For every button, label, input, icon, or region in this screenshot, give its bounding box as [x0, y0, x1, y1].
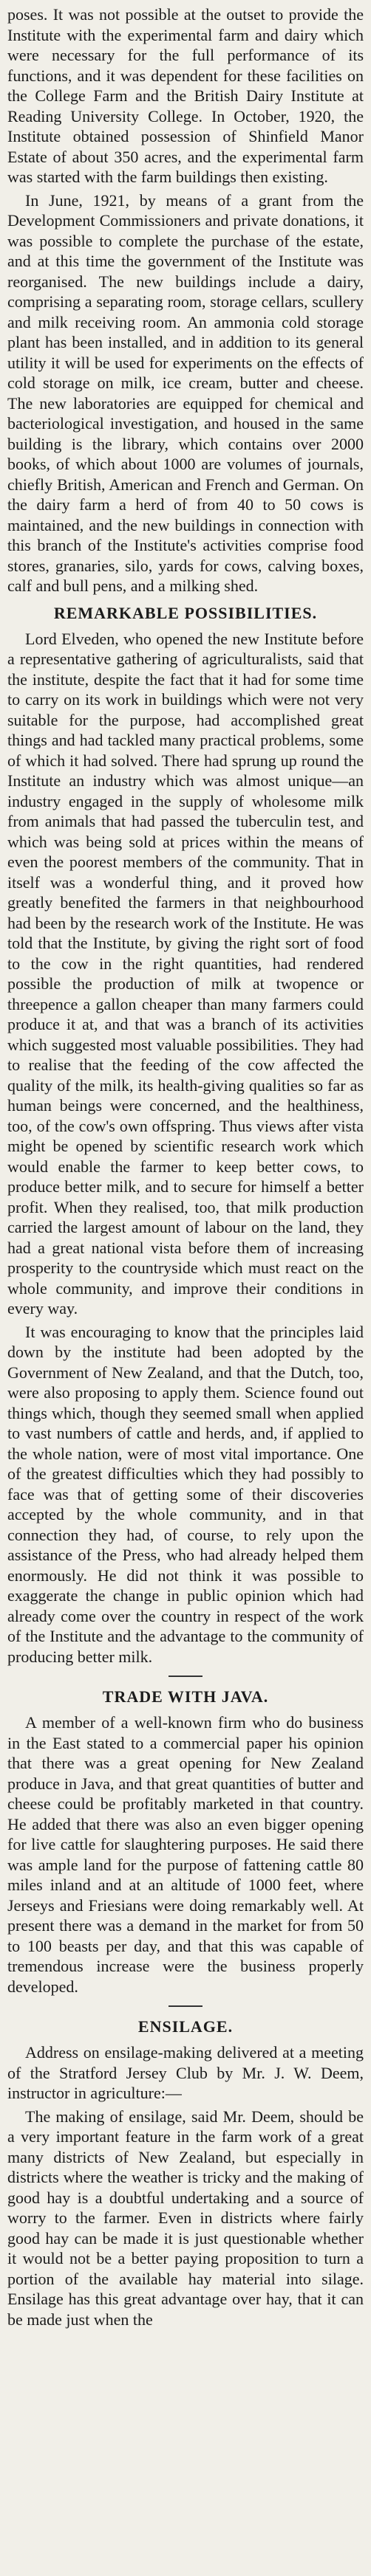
article-paragraph: A member of a well-known firm who do business in the East stated to a commercial paper his opinion that there was a great opening for New Zealand produce in Java, and that great quantities of butter and cheese could be profitably marketed in that country. He added that there was also an even bigger opening for live cattle for slaughtering purposes. He said there was ample land for the purpose of fattening cattle 80 miles inland and at an altitude of 1000 feet, where Jerseys and Friesians were doing remarkably well. At present there was a demand in the market for from 50 to 100 beasts per day, and that this was capable of tremendous increase were the business properly developed.	[7, 1713, 364, 1996]
section-divider	[169, 2005, 202, 2007]
article-paragraph: Address on ensilage-making delivered at a meeting of the Stratford Jersey Club by Mr. J. W. Deem, instructor in agriculture:—	[7, 2043, 364, 2102]
section-heading-java: TRADE WITH JAVA.	[102, 1687, 269, 1706]
article-paragraph: In June, 1921, by means of a grant from the Development Commissioners and private donations, it was possible to complete the purchase of the estate, and at this time the government of the Institute was reorganised. The new buildings include a dairy, comprising a separating room, storage cellars, scullery and milk receiving room. An ammonia cold storage plant has been installed, and in addition to its general utility it will be used for experiments on the effects of cold storage on milk, ice cream, butter and cheese. The new laboratories are equipped for chemical and bacteriological investigation, and housed in the same building is the library, which contains over 2000 books, of which about 1000 are volumes of journals, chiefly British, American and French and German. On the dairy farm a herd of from 40 to 50 cows is maintained, and the new buildings in connection with this branch of the Institute's activities comprise food stores, granaries, silo, yards for cows, calving boxes, calf and bull pens, and a milking shed.	[7, 190, 364, 595]
article-paragraph: poses. It was not possible at the outset to provide the Institute with the experimental farm and dairy which were necessary for the full performance of its functions, and it was dependent for these facilities on the College Farm and the British Dairy Institute at Reading University College. In October, 1920, the Institute obtained possession of Shinfield Manor Estate of about 350 acres, and the experimental farm was started with the farm buildings then existing.	[7, 5, 364, 186]
section-heading-possibilities: REMARKABLE POSSIBILITIES.	[53, 603, 318, 622]
article-paragraph: Lord Elveden, who opened the new Institute before a representative gathering of agriculturalists, said that the institute, despite the fact that it had for some time to carry on its work in buildings which were not very suitable for the purpose, had accomplished great things and had tackled many practical problems, some of which it had solved. There had sprung up round the Institute an industry which was almost unique—an industry engaged in the supply of wholesome milk from animals that had passed the tuberculin test, and which was being sold at prices within the means of even the poorest members of the community. That in itself was a wonderful thing, and it proved how greatly benefited the farmers in that neighbourhood had been by the research work of the Institute. He was told that the Institute, by giving the right sort of food to the cow in the right quantities, had rendered possible the production of milk at twopence or threepence a gallon cheaper than many farmers could produce it at, and that was a branch of its activities which suggested most valuable possibilities. They had to realise that the feeding of the cow affected the quality of the milk, its health-giving qualities so far as human beings were concerned, and the healthiness, too, of the cow's own offspring. Thus views after vista might be opened by scientific research work which would enable the farmer to keep better cows, to produce better milk, and to secure for himself a better profit. When they realised, too, that milk production carried the largest amount of labour on the land, they had a great national vista before them of increasing prosperity to the countryside which must react on the whole community, and improve their conditions in every way.	[7, 629, 364, 1318]
article-paragraph: The making of ensilage, said Mr. Deem, should be a very important feature in the farm work of a great many districts of New Zealand, but especially in districts where the weather is tricky and the making of good hay is a doubtful undertaking and a source of worry to the farmer. Even in districts where fairly good hay can be made it is just questionable whether it would not be a better paying proposition to turn a portion of the available hay material into silage. Ensilage has this great advantage over hay, that it can be made just when the	[7, 2107, 364, 2329]
article-paragraph: It was encouraging to know that the principles laid down by the institute had been adopted by the Government of New Zealand, and that the Dutch, too, were also proposing to apply them. Science found out things which, though they seemed small when applied to vast numbers of cattle and herds, and, if applied to the whole nation, were of most vital importance. One of the greatest difficulties which they had possibly to face was that of getting some of their discoveries accepted by the whole community, and in that connection they had, of course, to rely upon the assistance of the Press, who had already helped them enormously. He did not think it was possible to exaggerate the change in public opinion which had already come over the country in respect of the work of the Institute and the advantage to the community of producing better milk.	[7, 1322, 364, 1666]
section-heading-ensilage: ENSILAGE.	[137, 2017, 234, 2036]
section-divider	[169, 1676, 202, 1677]
